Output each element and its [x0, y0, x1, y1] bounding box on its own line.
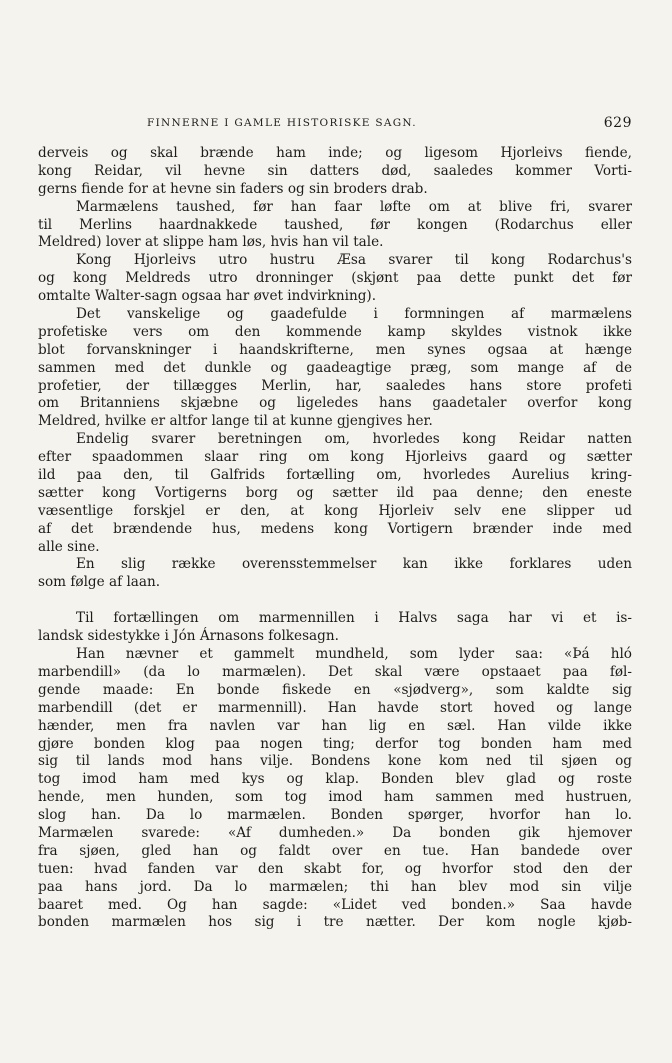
text-line: Endelig svarer beretningen om, hvorledes kong Reidar natten	[76, 431, 632, 448]
text-line: landsk sidestykke i Jón Árnasons folkesagn.	[38, 628, 339, 645]
text-line: efter spaadommen slaar ring om kong Hjorleivs gaard og sætter	[38, 449, 632, 466]
text-line: hænder, men fra navlen var han lig en sæl. Han vilde ikke	[38, 717, 632, 734]
text-line: hende, men hunden, som tog imod ham sammen med hustruen,	[38, 789, 632, 806]
text-line: slog han. Da lo marmælen. Bonden spørger, hvorfor han lo.	[38, 807, 632, 824]
text-line: gende maade: En bonde fiskede en «sjødverg», som kaldte sig	[38, 681, 632, 698]
section-gap	[38, 592, 632, 610]
text-line: Det vanskelige og gaadefulde i formningen af marmælens	[76, 306, 632, 323]
text-line: til Merlins haardnakkede taushed, før kongen (Rodarchus eller	[38, 216, 632, 233]
text-line: Kong Hjorleivs utro hustru Æsa svarer til kong Rodarchus's	[76, 252, 632, 269]
text-line: Til fortællingen om marmennillen i Halvs saga har vi et is-	[76, 610, 632, 627]
text-line: profetiske vers om den kommende kamp skyldes vistnok ikke	[38, 323, 632, 340]
text-line: Marmælens taushed, før han faar løfte om at blive fri, svarer	[76, 198, 632, 215]
text-line: Marmælen svarede: «Af dumheden.» Da bonden gik hjemover	[38, 824, 632, 841]
text-line: Han nævner et gammelt mundheld, som lyder saa: «Þá hló	[76, 646, 632, 663]
text-line: gjøre bonden klog paa nogen ting; derfor tog bonden ham med	[38, 735, 632, 752]
paragraph	[38, 610, 632, 646]
text-line: omtalte Walter-sagn ogsaa har øvet indvirkning).	[38, 288, 377, 305]
text-line: sig til lands mod hans vilje. Bondens kone kom ned til sjøen og	[38, 753, 632, 770]
text-line: profetier, der tillægges Merlin, har, saaledes hans store profeti	[38, 377, 632, 394]
text-line: af det brændende hus, medens kong Vortigern brænder inde med	[38, 520, 632, 537]
text-line: derveis og skal brænde ham inde; og ligesom Hjorleivs fiende,	[38, 145, 632, 161]
text-line: ild paa den, til Galfrids fortælling om, hvorledes Aurelius kring-	[38, 467, 632, 484]
running-head	[38, 117, 632, 133]
text-line: bonden marmælen hos sig i tre nætter. Der kom nogle kjøb-	[38, 914, 632, 931]
text-line: gerns fiende for at hevne sin faders og sin broders drab.	[38, 180, 428, 197]
paragraph	[38, 306, 632, 431]
text-line: baaret med. Og han sagde: «Lidet ved bonden.» Saa havde	[38, 896, 632, 913]
text-line: alle sine.	[38, 538, 100, 555]
text-line: marbendill» (da lo marmælen). Det skal være opstaaet paa føl-	[38, 663, 632, 680]
page-number: 629	[603, 115, 632, 131]
body-text	[38, 145, 632, 932]
text-line: blot forvanskninger i haandskrifterne, men synes ogsaa at hænge	[38, 341, 632, 358]
text-line: En slig række overensstemmelser kan ikke forklares uden	[76, 556, 632, 573]
paragraph	[38, 252, 632, 306]
paragraph	[38, 145, 632, 199]
text-line: Meldred, hvilke er altfor lange til at kunne gjengives her.	[38, 413, 433, 430]
text-line: væsentlige forskjel er den, at kong Hjorleiv selv ene slipper ud	[38, 502, 632, 519]
text-line: om Britanniens skjæbne og ligeledes hans gaadetaler overfor kong	[38, 395, 632, 412]
text-line: sætter kong Vortigerns borg og sætter ild paa denne; den eneste	[38, 484, 632, 501]
paragraph	[38, 556, 632, 592]
text-line: Meldred) lover at slippe ham løs, hvis han vil tale.	[38, 234, 384, 251]
text-line: fra sjøen, gled han og faldt over en tue. Han bandede over	[38, 842, 632, 859]
paragraph	[38, 199, 632, 253]
text-line: tog imod ham med kys og klap. Bonden blev glad og roste	[38, 771, 632, 788]
text-line: sammen med det dunkle og gaadeagtige præg, som mange af de	[38, 359, 632, 376]
text-line: kong Reidar, vil hevne sin datters død, saaledes kommer Vorti-	[38, 162, 632, 179]
running-title: FINNERNE I GAMLE HISTORISKE SAGN.	[147, 117, 417, 129]
text-line: som følge af laan.	[38, 574, 161, 591]
paragraph	[38, 646, 632, 932]
text-line: marbendill (det er marmennill). Han havde stort hoved og lange	[38, 699, 632, 716]
paragraph	[38, 431, 632, 556]
text-line: paa hans jord. Da lo marmælen; thi han blev mod sin vilje	[38, 878, 632, 895]
text-line: og kong Meldreds utro dronninger (skjønt paa dette punkt det før	[38, 270, 632, 287]
text-line: tuen: hvad fanden var den skabt for, og hvorfor stod den der	[38, 860, 632, 877]
